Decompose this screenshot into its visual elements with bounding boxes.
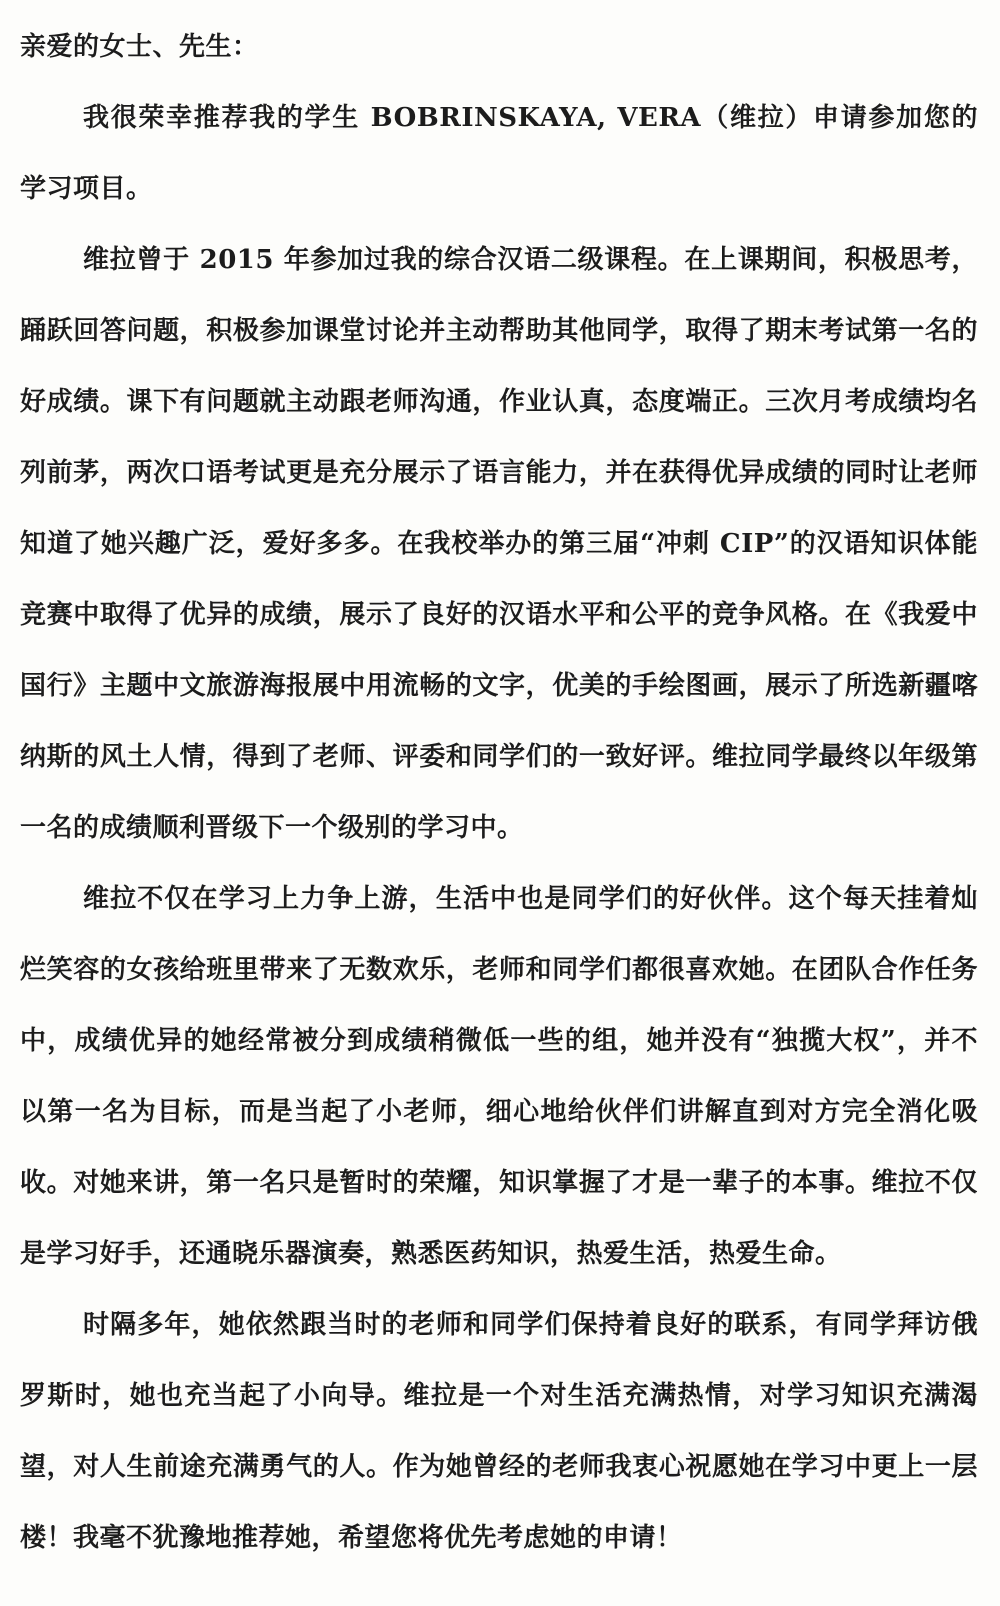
- letter-paragraph-academic: 维拉曾于 2015 年参加过我的综合汉语二级课程。在上课期间，积极思考，踊跃回答问题，积极参加课堂讨论并主动帮助其他同学，取得了期末考试第一名的好成绩。课下有问题就主动跟老师沟通，作业认真，态度端正。三次月考成绩均名列前茅，两次口语考试更是充分展示了语言能力，并在获得优异成绩的同时让老师知道了她兴趣广泛，爱好多多。在我校举办的第三届“冲刺 CIP”的汉语知识体能竞赛中取得了优异的成绩，展示了良好的汉语水平和公平的竞争风格。在《我爱中国行》主题中文旅游海报展中用流畅的文字，优美的手绘图画，展示了所选新疆喀纳斯的风土人情，得到了老师、评委和同学们的一致好评。维拉同学最终以年级第一名的成绩顺利晋级下一个级别的学习中。: [20, 245, 978, 843]
- letter-paragraph-intro: 我很荣幸推荐我的学生 BOBRINSKAYA, VERA（维拉）申请参加您的学习项目。: [20, 103, 978, 204]
- letter-salutation: 亲爱的女士、先生：: [20, 32, 259, 62]
- letter-paragraph-character: 维拉不仅在学习上力争上游，生活中也是同学们的好伙伴。这个每天挂着灿烂笑容的女孩给班里带来了无数欢乐，老师和同学们都很喜欢她。在团队合作任务中，成绩优异的她经常被分到成绩稍微低一些的组，她并没有“独揽大权”，并不以第一名为目标，而是当起了小老师，细心地给伙伴们讲解直到对方完全消化吸收。对她来讲，第一名只是暂时的荣耀，知识掌握了才是一辈子的本事。维拉不仅是学习好手，还通晓乐器演奏，熟悉医药知识，热爱生活，热爱生命。: [20, 884, 978, 1269]
- recommendation-letter: [20, 12, 978, 1574]
- letter-paragraph-closing: 时隔多年，她依然跟当时的老师和同学们保持着良好的联系，有同学拜访俄罗斯时，她也充当起了小向导。维拉是一个对生活充满热情，对学习知识充满渴望，对人生前途充满勇气的人。作为她曾经的老师我衷心祝愿她在学习中更上一层楼！我毫不犹豫地推荐她，希望您将优先考虑她的申请！: [20, 1310, 978, 1553]
